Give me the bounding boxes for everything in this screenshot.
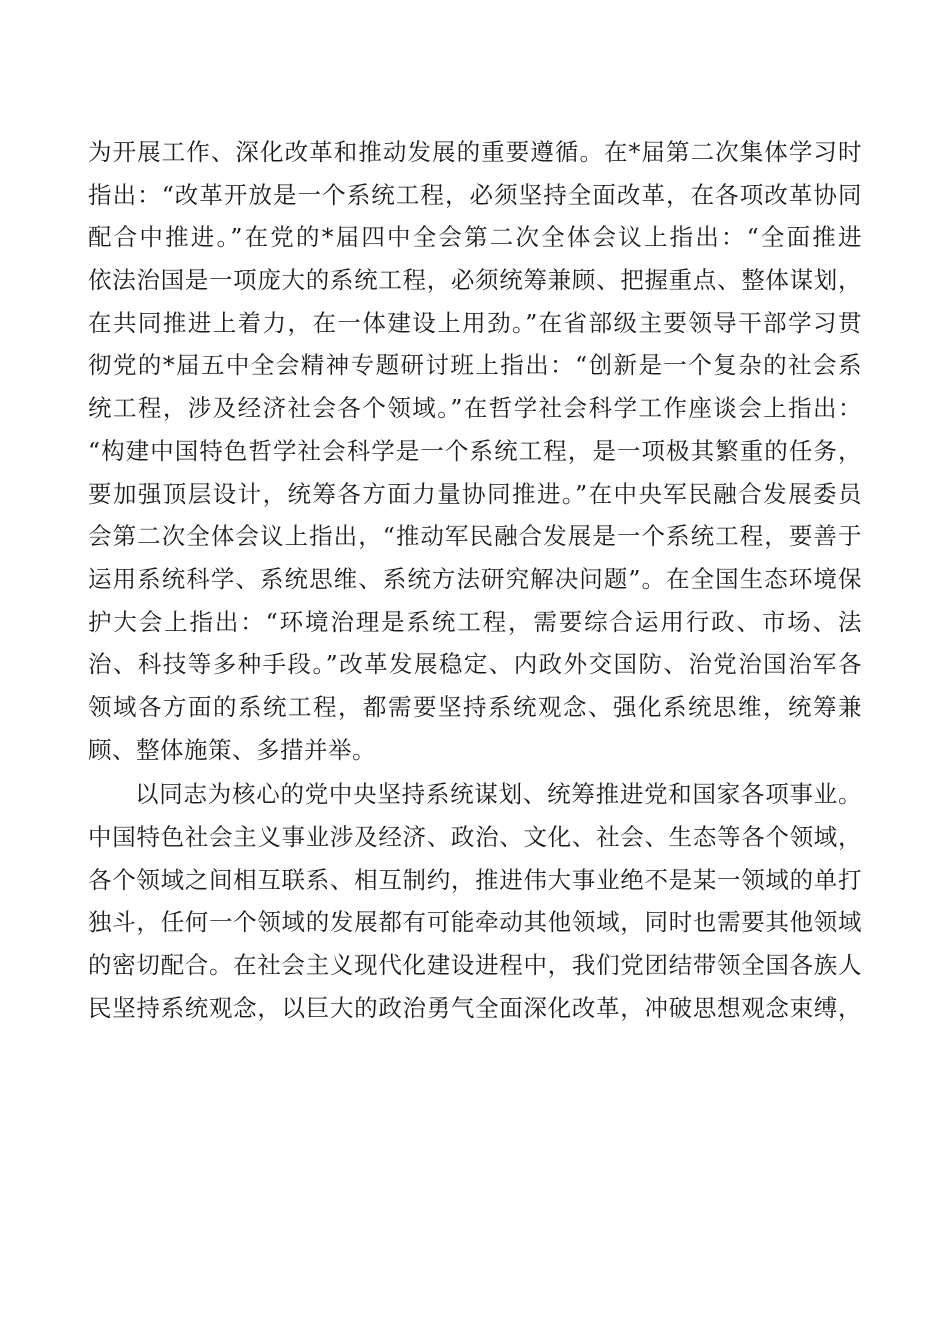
paragraph-2 — [88, 773, 862, 1029]
paragraph-2-line: 各个领域之间相互联系、相互制约，推进伟大事业绝不是某一领域的单打 — [88, 865, 862, 894]
paragraph-1-line: 在共同推进上着力，在一体建设上用劲。”在省部级主要领导干部学习贯 — [88, 308, 862, 337]
paragraph-1-line: 指出：“改革开放是一个系统工程，必须坚持全面改革，在各项改革协同 — [88, 180, 862, 209]
paragraph-1-line: 护大会上指出：“环境治理是系统工程，需要综合运用行政、市场、法 — [88, 607, 862, 636]
paragraph-2-line: 中国特色社会主义事业涉及经济、政治、文化、社会、生态等各个领域， — [88, 823, 862, 851]
paragraph-1-line: 会第二次全体会议上指出，“推动军民融合发展是一个系统工程，要善于 — [88, 522, 862, 551]
paragraph-1-line: 为开展工作、深化改革和推动发展的重要遵循。在*届第二次集体学习时 — [88, 138, 862, 166]
paragraph-1-line: 领域各方面的系统工程，都需要坚持系统观念、强化系统思维，统筹兼 — [88, 692, 862, 721]
paragraph-1-line: 治、科技等多种手段。”改革发展稳定、内政外交国防、治党治国治军各 — [88, 650, 862, 679]
paragraph-1-line: 运用系统科学、系统思维、系统方法研究解决问题”。在全国生态环境保 — [88, 564, 862, 593]
paragraph-2-line: 民坚持系统观念，以巨大的政治勇气全面深化改革，冲破思想观念束缚， — [88, 993, 862, 1022]
paragraph-1-line: 彻党的*届五中全会精神专题研讨班上指出：“创新是一个复杂的社会系 — [88, 351, 862, 380]
paragraph-2-line: 的密切配合。在社会主义现代化建设进程中，我们党团结带领全国各族人 — [88, 951, 862, 980]
paragraph-1-line: “构建中国特色哲学社会科学是一个系统工程，是一项极其繁重的任务， — [88, 436, 862, 465]
paragraph-1-line: 要加强顶层设计，统筹各方面力量协同推进。”在中央军民融合发展委员 — [88, 479, 862, 508]
paragraph-1-line: 统工程，涉及经济社会各个领域。”在哲学社会科学工作座谈会上指出： — [88, 394, 862, 423]
paragraph-2-line: 以同志为核心的党中央坚持系统谋划、统筹推进党和国家各项事业。 — [135, 780, 862, 809]
paragraph-1-line: 顾、整体施策、多措并举。 — [88, 735, 376, 764]
paragraph-1 — [88, 131, 862, 771]
paragraph-1-line: 配合中推进。”在党的*届四中全会第二次全体会议上指出：“全面推进 — [88, 223, 862, 252]
paragraph-2-line: 独斗，任何一个领域的发展都有可能牵动其他领域，同时也需要其他领域 — [88, 908, 862, 937]
paragraph-1-line: 依法治国是一项庞大的系统工程，必须统筹兼顾、把握重点、整体谋划， — [88, 266, 862, 295]
document-page — [88, 131, 862, 1029]
